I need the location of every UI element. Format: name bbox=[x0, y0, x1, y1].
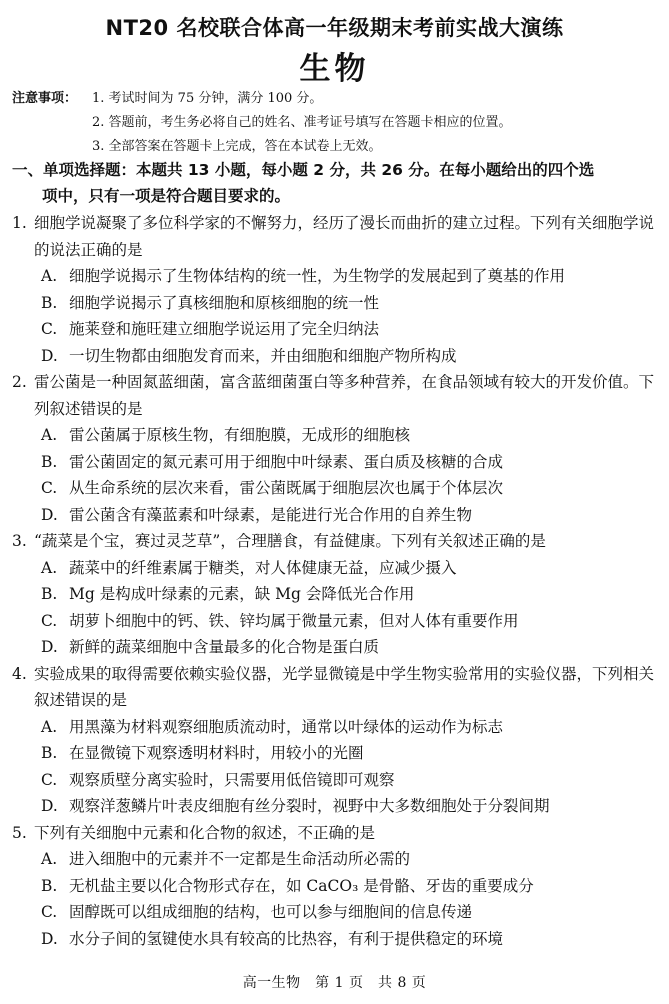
option-text: 胡萝卜细胞中的钙、铁、锌均属于微量元素，但对人体有重要作用 bbox=[69, 611, 519, 630]
question-number: 4. bbox=[12, 664, 27, 683]
option-letter: C. bbox=[41, 479, 58, 497]
option-letter: A. bbox=[41, 267, 58, 285]
option-a bbox=[12, 263, 660, 290]
option-c bbox=[12, 475, 660, 502]
question-1 bbox=[12, 210, 660, 369]
option-text: 细胞学说揭示了生物体结构的统一性，为生物学的发展起到了奠基的作用 bbox=[69, 267, 566, 285]
question-3 bbox=[12, 528, 660, 661]
question-stem bbox=[12, 210, 660, 263]
option-b bbox=[12, 740, 660, 767]
option-text: 观察洋葱鳞片叶表皮细胞有丝分裂时，视野中大多数细胞处于分裂间期 bbox=[69, 797, 550, 815]
option-letter: B. bbox=[41, 293, 58, 312]
option-text: 用黑藻为材料观察细胞质流动时，通常以叶绿体的运动作为标志 bbox=[69, 717, 504, 736]
option-b bbox=[12, 290, 660, 317]
option-letter: D. bbox=[41, 638, 58, 656]
notice-label: 注意事项： bbox=[12, 91, 78, 106]
option-a bbox=[12, 555, 660, 582]
section-heading bbox=[12, 157, 657, 209]
option-text: 无机盐主要以化合物形式存在，如 CaCO₃ 是骨骼、牙齿的重要成分 bbox=[69, 876, 534, 895]
option-a bbox=[12, 422, 660, 449]
option-d bbox=[12, 634, 660, 661]
option-letter: B. bbox=[41, 585, 58, 603]
option-d bbox=[12, 793, 660, 820]
question-number: 5. bbox=[12, 823, 27, 842]
notice-row bbox=[12, 87, 657, 111]
option-text: 进入细胞中的元素并不一定都是生命活动所必需的 bbox=[69, 850, 411, 868]
option-c bbox=[12, 767, 660, 794]
option-text: 雷公菌属于原核生物，有细胞膜，无成形的细胞核 bbox=[69, 426, 411, 444]
option-a bbox=[12, 846, 660, 873]
option-d bbox=[12, 343, 660, 370]
option-c bbox=[12, 608, 660, 635]
option-d bbox=[12, 502, 660, 529]
option-text: 施莱登和施旺建立细胞学说运用了完全归纳法 bbox=[69, 320, 380, 338]
question-5 bbox=[12, 820, 660, 953]
option-text: 在显微镜下观察透明材料时，用较小的光圈 bbox=[69, 744, 364, 762]
notice-row bbox=[12, 135, 657, 159]
notice-block bbox=[12, 87, 657, 159]
notice-item: 3. 全部答案在答题卡上完成，答在本试卷上无效。 bbox=[92, 139, 382, 154]
option-letter: D. bbox=[41, 797, 58, 815]
notice-row bbox=[12, 111, 657, 135]
section-heading-line: 项中，只有一项是符合题目要求的。 bbox=[42, 187, 291, 205]
option-letter: A. bbox=[41, 717, 58, 736]
question-2 bbox=[12, 369, 660, 528]
section-heading-line: 一、单项选择题：本题共 13 小题，每小题 2 分，共 26 分。在每小题给出的四个选 bbox=[12, 161, 595, 179]
option-text: 雷公菌固定的氮元素可用于细胞中叶绿素、蛋白质及核糖的合成 bbox=[69, 452, 504, 471]
option-letter: C. bbox=[41, 903, 58, 921]
option-letter: B. bbox=[41, 744, 58, 762]
question-number: 3. bbox=[12, 532, 27, 550]
question-text: 实验成果的取得需要依赖实验仪器，光学显微镜是中学生物实验常用的实验仪器，下列相关叙述错误的是 bbox=[34, 664, 655, 709]
page-footer: 高一生物 第 1 页 共 8 页 bbox=[242, 975, 427, 991]
option-b bbox=[12, 449, 660, 476]
notice-item: 1. 考试时间为 75 分钟，满分 100 分。 bbox=[92, 91, 323, 106]
option-letter: A. bbox=[41, 558, 58, 577]
question-stem bbox=[12, 369, 660, 422]
question-text: “蔬菜是个宝，赛过灵芝草”，合理膳食，有益健康。下列有关叙述正确的是 bbox=[34, 532, 546, 550]
option-letter: C. bbox=[41, 320, 58, 338]
option-letter: B. bbox=[41, 876, 58, 895]
option-text: 新鲜的蔬菜细胞中含量最多的化合物是蛋白质 bbox=[69, 638, 380, 656]
option-text: 从生命系统的层次来看，雷公菌既属于细胞层次也属于个体层次 bbox=[69, 479, 504, 497]
question-text: 下列有关细胞中元素和化合物的叙述，不正确的是 bbox=[34, 823, 376, 842]
option-letter: D. bbox=[41, 505, 58, 524]
option-text: 蔬菜中的纤维素属于糖类，对人体健康无益，应减少摄入 bbox=[69, 558, 457, 577]
option-text: 一切生物都由细胞发育而来，并由细胞和细胞产物所构成 bbox=[69, 346, 457, 365]
option-text: 水分子间的氢键使水具有较高的比热容，有利于提供稳定的环境 bbox=[69, 929, 504, 948]
notice-item: 2. 答题前，考生务必将自己的姓名、准考证号填写在答题卡相应的位置。 bbox=[92, 115, 512, 130]
option-text: Mg 是构成叶绿素的元素，缺 Mg 会降低光合作用 bbox=[69, 585, 415, 603]
option-c bbox=[12, 899, 660, 926]
question-text: 雷公菌是一种固氮蓝细菌，富含蓝细菌蛋白等多种营养，在食品领域有较大的开发价值。下列叙述错误的是 bbox=[34, 373, 655, 418]
option-letter: D. bbox=[41, 929, 58, 948]
question-list bbox=[12, 210, 660, 952]
question-4 bbox=[12, 661, 660, 820]
option-letter: B. bbox=[41, 452, 58, 471]
option-c bbox=[12, 316, 660, 343]
option-text: 雷公菌含有藻蓝素和叶绿素，是能进行光合作用的自养生物 bbox=[69, 505, 473, 524]
question-text: 细胞学说凝聚了多位科学家的不懈努力，经历了漫长而曲折的建立过程。下列有关细胞学说的说法正确的是 bbox=[34, 214, 655, 259]
option-letter: D. bbox=[41, 346, 58, 365]
question-number: 1. bbox=[12, 214, 27, 232]
exam-title: NT20 名校联合体高一年级期末考前实战大演练 bbox=[105, 16, 564, 40]
question-number: 2. bbox=[12, 373, 27, 391]
subject-title: 生物 bbox=[299, 51, 370, 87]
option-letter: C. bbox=[41, 770, 58, 789]
option-text: 固醇既可以组成细胞的结构，也可以参与细胞间的信息传递 bbox=[69, 903, 473, 921]
question-stem bbox=[12, 820, 660, 847]
option-b bbox=[12, 873, 660, 900]
option-letter: A. bbox=[41, 426, 58, 444]
option-text: 细胞学说揭示了真核细胞和原核细胞的统一性 bbox=[69, 293, 380, 312]
question-stem bbox=[12, 528, 660, 555]
option-letter: C. bbox=[41, 611, 58, 630]
option-letter: A. bbox=[41, 850, 58, 868]
question-stem bbox=[12, 661, 660, 714]
option-text: 观察质壁分离实验时，只需要用低倍镜即可观察 bbox=[69, 770, 395, 789]
option-b bbox=[12, 581, 660, 608]
option-a bbox=[12, 714, 660, 741]
option-d bbox=[12, 926, 660, 953]
